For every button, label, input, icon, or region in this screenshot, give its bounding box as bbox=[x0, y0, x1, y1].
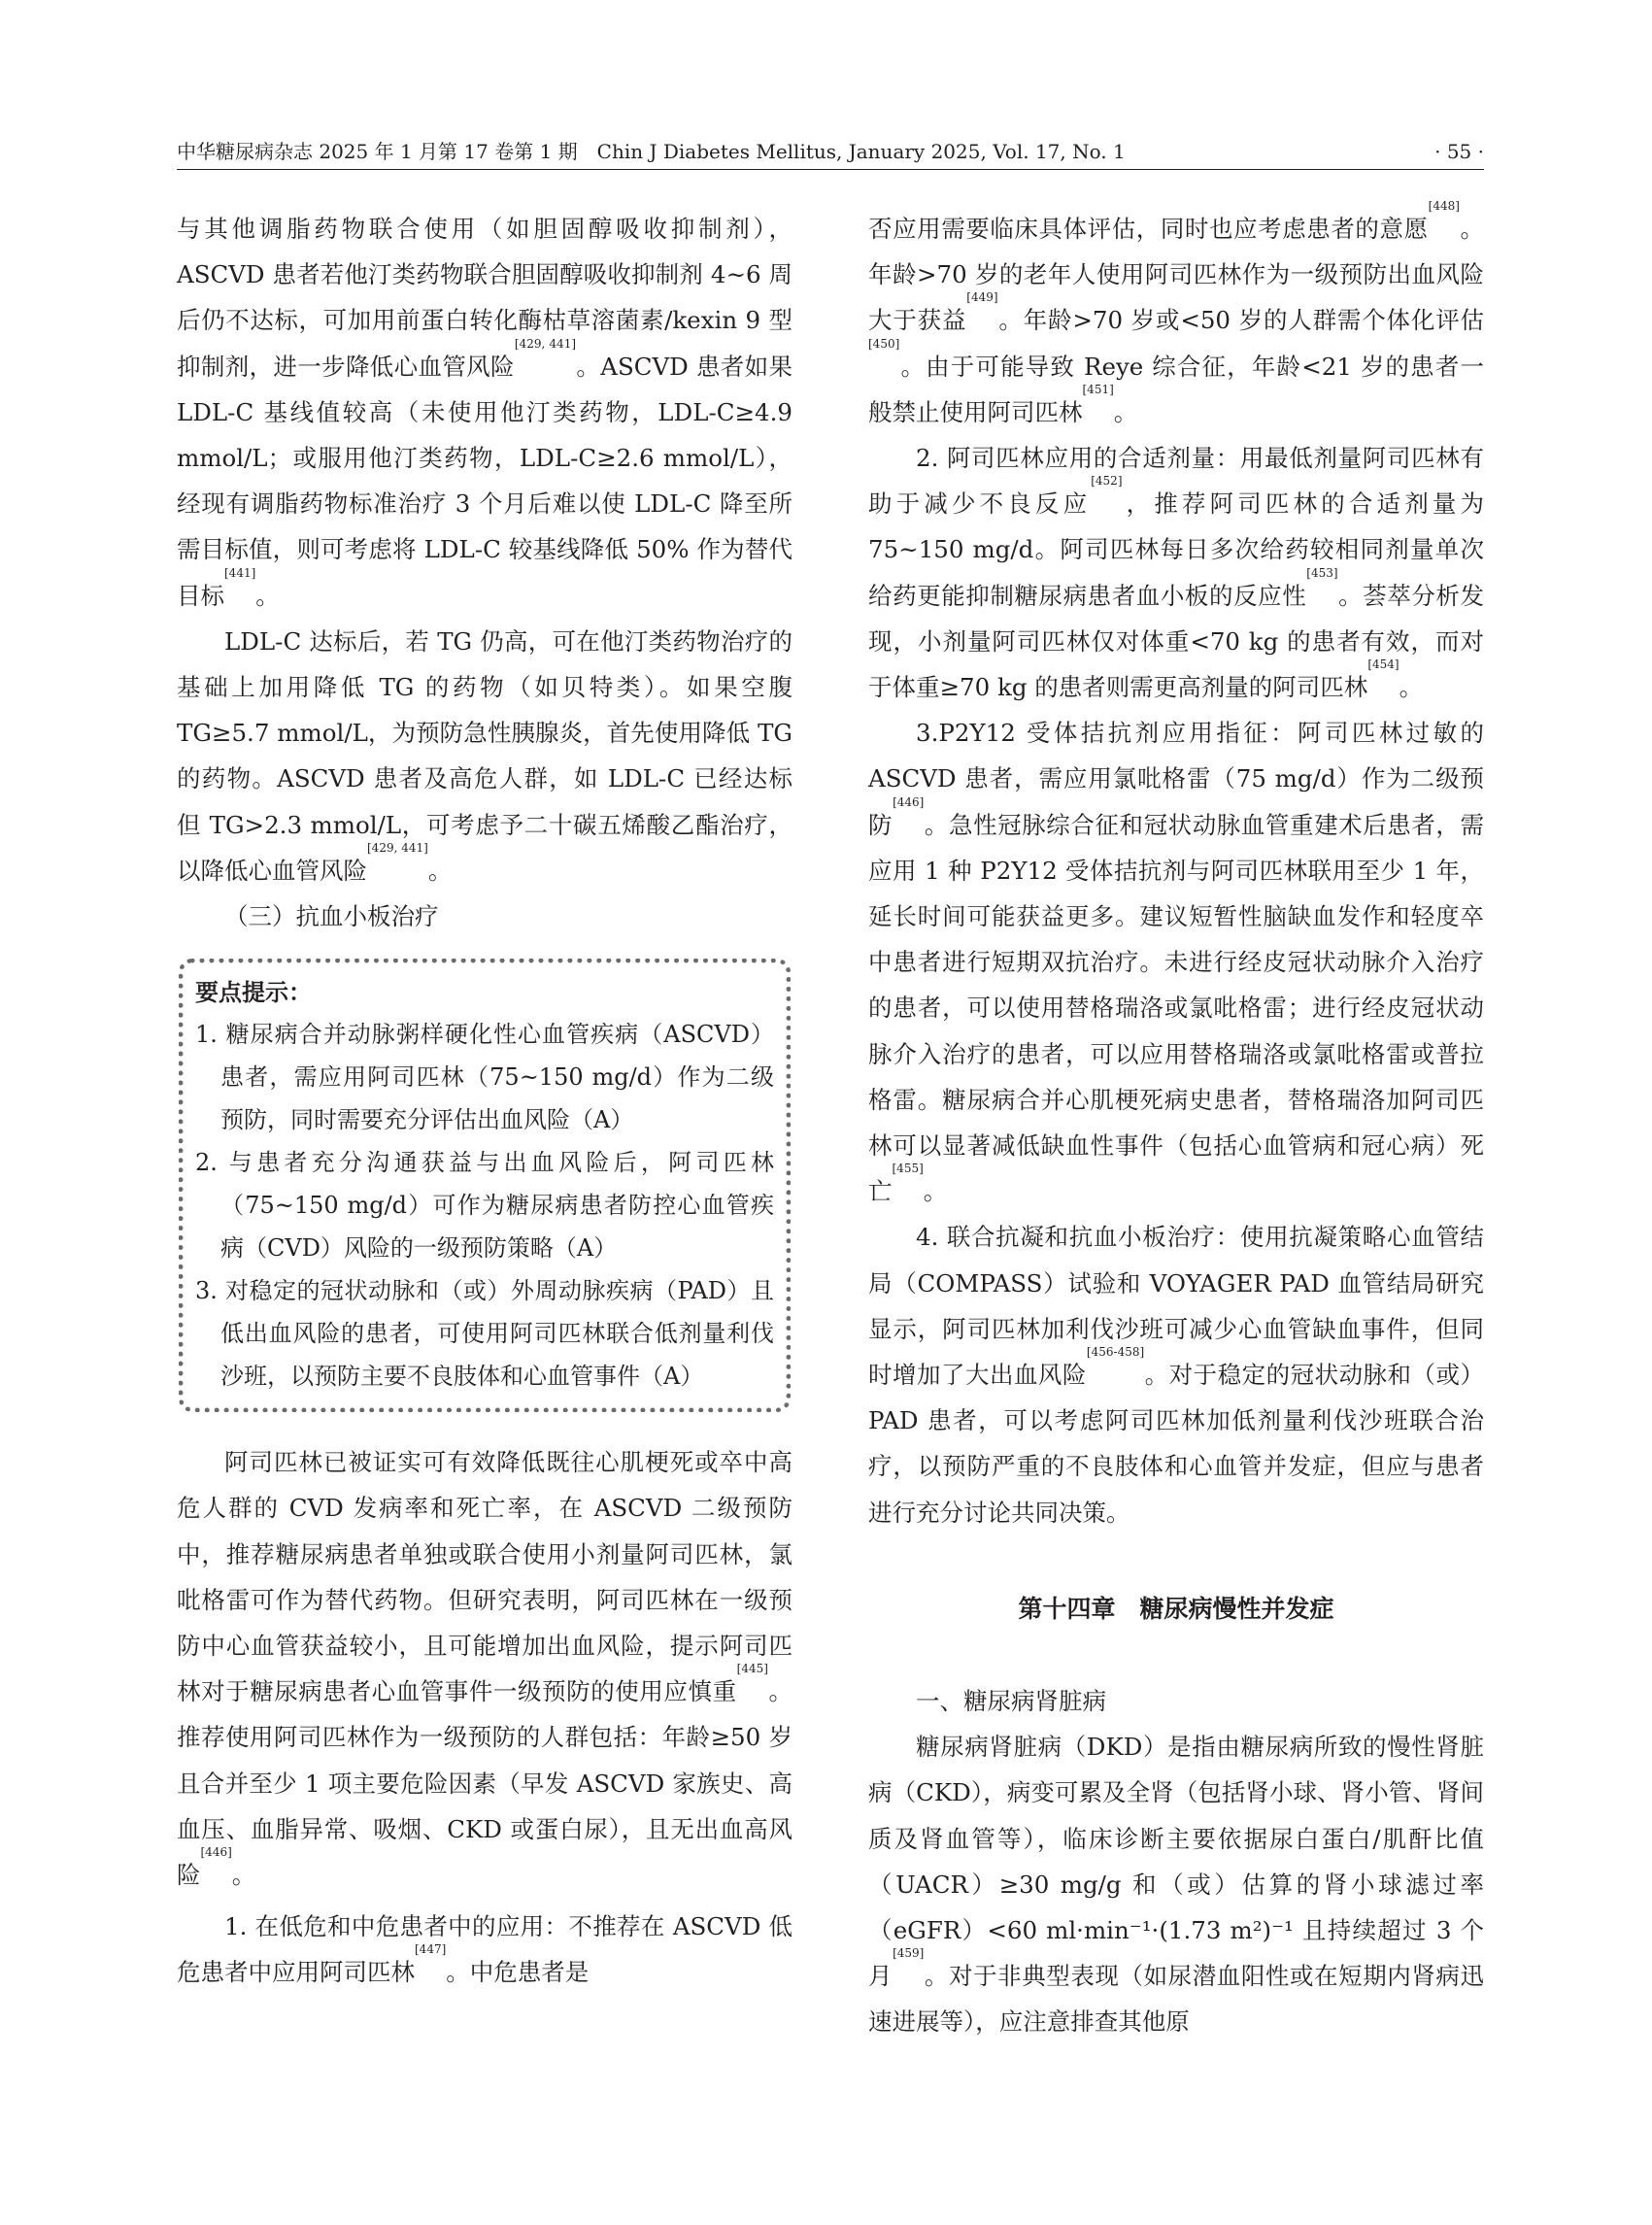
citation: [445] bbox=[736, 1662, 768, 1676]
citation: [451] bbox=[1082, 382, 1114, 396]
text: 糖尿病肾脏病（DKD）是指由糖尿病所致的慢性肾脏病（CKD），病变可累及全肾（包括肾小球、肾小管、肾间质及肾血管等），临床诊断主要依据尿白蛋白/肌酐比值（UACR）≥30 mg/g 和（或）估算的肾小球滤过率（eGFR）<60 ml·min⁻¹·(1.73 m²)⁻¹ 且持续超过 3 个月 bbox=[868, 1733, 1484, 1991]
text: 。 bbox=[923, 1177, 948, 1206]
subsection-heading: （三）抗血小板治疗 bbox=[224, 902, 439, 931]
paragraph bbox=[177, 1904, 792, 1995]
paragraph bbox=[868, 1724, 1484, 2044]
citation: [449] bbox=[966, 290, 998, 305]
key-points-title: 要点提示： bbox=[195, 978, 312, 1007]
citation: [455] bbox=[892, 1162, 924, 1176]
text: 3.P2Y12 受体拮抗剂应用指征：阿司匹林过敏的 ASCVD 患者，需应用氯吡格雷（75 mg/d）作为二级预防 bbox=[868, 719, 1484, 839]
citation: [447] bbox=[415, 1942, 447, 1957]
citation: [459] bbox=[893, 1946, 925, 1961]
text: 。ASCVD 患者如果 LDL-C 基线值较高（未使用他汀类药物，LDL-C≥4.9 mmol/L；或服用他汀类药物，LDL-C≥2.6 mmol/L），经现有调脂药物标准治疗 3 个月后难以使 LDL-C 降至所需目标值，则可考虑将 LDL-C 较基线降低 50% 作为替代目标 bbox=[177, 352, 792, 610]
left-column bbox=[177, 206, 792, 1996]
paragraph bbox=[177, 619, 792, 893]
citation: [441] bbox=[224, 565, 256, 580]
paragraph bbox=[868, 435, 1484, 710]
citation: [446] bbox=[893, 794, 925, 809]
text: 4. 联合抗凝和抗血小板治疗：使用抗凝策略心血管结局（COMPASS）试验和 VOYAGER PAD 血管结局研究显示，阿司匹林加利伐沙班可减少心血管缺血事件，但同时增加了大出血风险 bbox=[868, 1223, 1484, 1390]
text: 。 bbox=[427, 856, 453, 885]
text: 否应用需要临床具体评估，同时也应考虑患者的意愿 bbox=[868, 215, 1429, 243]
chapter-heading: 第十四章 糖尿病慢性并发症 bbox=[1018, 1594, 1334, 1623]
running-header bbox=[177, 136, 1484, 170]
journal-citation: 中华糖尿病杂志 2025 年 1 月第 17 卷第 1 期 Chin J Diabetes Mellitus, January 2025, Vol. 17, No. 1 bbox=[177, 140, 1126, 163]
right-column bbox=[868, 199, 1485, 2045]
citation: [429, 441] bbox=[514, 336, 577, 351]
key-points-list bbox=[195, 1013, 774, 1398]
text: 。由于可能导致 Reye 综合征，年龄<21 岁的患者一般禁止使用阿司匹林 bbox=[868, 352, 1484, 426]
section-heading: 一、糖尿病肾脏病 bbox=[916, 1686, 1106, 1715]
text: 。急性冠脉综合征和冠状动脉血管重建术后患者，需应用 1 种 P2Y12 受体拮抗剂与阿司匹林联用至少 1 年，延长时间可能获益更多。建议短暂性脑缺血发作和轻度卒中患者进行短期双抗治疗。未进行经皮冠状动脉介入治疗的患者，可以使用替格瑞洛或氯吡格雷；进行经皮冠状动脉介入治疗的患者，可以应用替格瑞洛或氯吡格雷或普拉格雷。糖尿病合并心肌梗死病史患者，替格瑞洛加阿司匹林可以显著减低缺血性事件（包括心血管病和冠心病）死亡 bbox=[868, 810, 1485, 1206]
page-number: · 55 · bbox=[1434, 140, 1484, 163]
key-point-item: 2. 与患者充分沟通获益与出血风险后，阿司匹林（75~150 mg/d）可作为糖尿病患者防控心血管疾病（CVD）风险的一级预防策略（A） bbox=[195, 1149, 774, 1263]
text: 。年龄>70 岁或<50 岁的人群需个体化评估 bbox=[997, 306, 1485, 335]
citation: [454] bbox=[1367, 657, 1399, 672]
citation: [429, 441] bbox=[367, 840, 428, 855]
text: 与其他调脂药物联合使用（如胆固醇吸收抑制剂），ASCVD 患者若他汀类药物联合胆固醇吸收抑制剂 4~6 周后仍不达标，可加用前蛋白转化酶枯草溶菌素/kexin 9 型抑制剂，进一步降低心血管风险 bbox=[177, 215, 792, 381]
citation: [456-458] bbox=[1086, 1345, 1145, 1360]
text: 阿司匹林已被证实可有效降低既往心肌梗死或卒中高危人群的 CVD 发病率和死亡率，在 ASCVD 二级预防中，推荐糖尿病患者单独或联合使用小剂量阿司匹林，氯吡格雷可作为替代药物。但研究表明，阿司匹林在一级预防中心血管获益较小，且可能增加出血风险，提示阿司匹林对于糖尿病患者心血管事件一级预防的使用应慎重 bbox=[177, 1448, 792, 1706]
paragraph bbox=[868, 199, 1485, 435]
key-points-box bbox=[179, 959, 791, 1412]
text: 。 bbox=[1399, 673, 1424, 702]
paragraph bbox=[177, 206, 792, 619]
citation: [452] bbox=[1091, 474, 1123, 489]
paragraph bbox=[868, 710, 1484, 1214]
paragraph bbox=[868, 1214, 1484, 1534]
text: 。 bbox=[255, 581, 280, 610]
text: 。 bbox=[1113, 397, 1138, 426]
citation: [453] bbox=[1306, 565, 1338, 580]
text: 。对于非典型表现（如尿潜血阳性或在短期内肾病迅速进展等），应注意排查其他原 bbox=[868, 1962, 1485, 2037]
text: 。荟萃分析发现，小剂量阿司匹林仅对体重<70 kg 的患者有效，而对于体重≥70 kg 的患者则需更高剂量的阿司匹林 bbox=[868, 581, 1485, 702]
text: 。对于稳定的冠状动脉和（或）PAD 患者，可以考虑阿司匹林加低剂量利伐沙班联合治疗，以预防严重的不良肢体和心血管并发症，但应与患者进行充分讨论共同决策。 bbox=[868, 1361, 1485, 1527]
text: 。中危患者是 bbox=[446, 1958, 590, 1987]
key-point-item: 3. 对稳定的冠状动脉和（或）外周动脉疾病（PAD）且低出血风险的患者，可使用阿司匹林联合低剂量利伐沙班，以预防主要不良肢体和心血管事件（A） bbox=[195, 1277, 774, 1391]
text: 。推荐使用阿司匹林作为一级预防的人群包括：年龄≥50 岁且合并至少 1 项主要危险因素（早发 ASCVD 家族史、高血压、血脂异常、吸烟、CKD 或蛋白尿），且无出血高风险 bbox=[177, 1677, 793, 1890]
text: ，推荐阿司匹林的合适剂量为 75~150 mg/d。阿司匹林每日多次给药较相同剂量单次给药更能抑制糖尿病患者血小板的反应性 bbox=[868, 489, 1485, 610]
paragraph bbox=[177, 1439, 792, 1898]
citation: [448] bbox=[1428, 199, 1460, 213]
text: 1. 在低危和中危患者中的应用：不推荐在 ASCVD 低危患者中应用阿司匹林 bbox=[177, 1912, 792, 1987]
key-point-item: 1. 糖尿病合并动脉粥样硬化性心血管疾病（ASCVD）患者，需应用阿司匹林（75~150 mg/d）作为二级预防，同时需要充分评估出血风险（A） bbox=[195, 1021, 774, 1134]
citation: [446] bbox=[200, 1845, 232, 1860]
text: 。 bbox=[231, 1861, 256, 1890]
text: LDL-C 达标后，若 TG 仍高，可在他汀类药物治疗的基础上加用降低 TG 的药物（如贝特类）。如果空腹 TG≥5.7 mmol/L，为预防急性胰腺炎，首先使用降低 TG 的药物。ASCVD 患者及高危人群，如 LDL-C 已经达标但 TG>2.3 mmol/L，可考虑予二十碳五烯酸乙酯治疗，以降低心血管风险 bbox=[177, 626, 792, 885]
text: 。年龄>70 岁的老年人使用阿司匹林作为一级预防出血风险大于获益 bbox=[868, 215, 1485, 335]
text: 2. 阿司匹林应用的合适剂量：用最低剂量阿司匹林有助于减少不良反应 bbox=[868, 444, 1484, 519]
citation: [450] bbox=[868, 336, 900, 351]
